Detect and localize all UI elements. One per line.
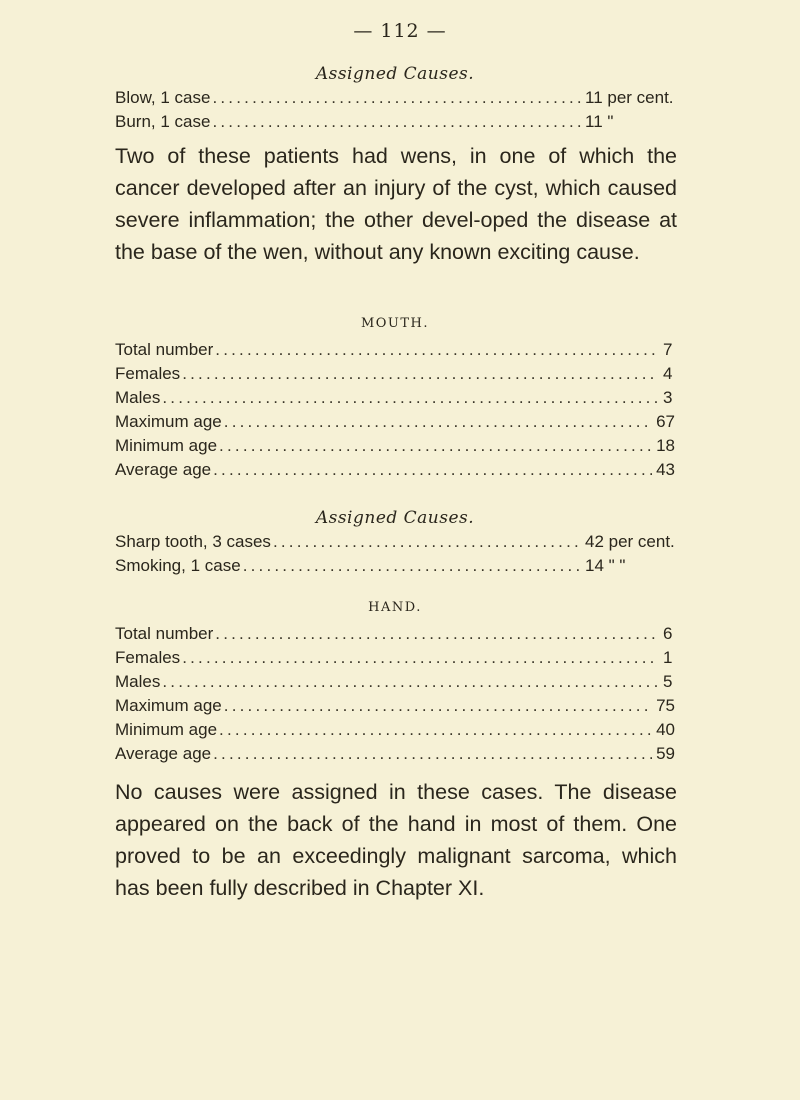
- mouth-row-males: [115, 388, 675, 412]
- mouth-row-females: [115, 364, 675, 388]
- dot-leader: [182, 648, 659, 668]
- dot-leader: [212, 88, 581, 108]
- dot-leader: [213, 460, 652, 480]
- dot-leader: [182, 364, 659, 384]
- cause-value: 11 per cent.: [585, 88, 674, 107]
- mouth-row-total: [115, 340, 675, 364]
- stat-label: Total number: [115, 340, 214, 359]
- mouth-heading: MOUTH.: [360, 316, 430, 331]
- stat-label: Minimum age: [115, 436, 218, 455]
- mouth-row-minimum-age: [115, 436, 675, 460]
- stat-value: 18: [656, 436, 675, 455]
- dot-leader: [215, 624, 659, 644]
- hand-row-maximum-age: [115, 696, 675, 720]
- cause-value: 14 " ": [585, 556, 626, 575]
- stat-label: Males: [115, 672, 161, 691]
- stat-label: Total number: [115, 624, 214, 643]
- stat-label: Females: [115, 364, 181, 383]
- dot-leader: [224, 412, 652, 432]
- stat-value: 5: [663, 672, 673, 691]
- page-number: — 112 —: [353, 20, 447, 42]
- cause-value: 42 per cent.: [585, 532, 675, 551]
- paragraph-wens: Two of these patients had wens, in one of which the cancer developed after an injury of the cyst, which caused severe inflammation; the other devel-oped the disease at the base of the wen, without any known exciting cause.: [115, 144, 677, 264]
- dot-leader: [213, 744, 652, 764]
- mouth-row-average-age: [115, 460, 675, 484]
- cause-label: Burn, 1 case: [115, 112, 211, 131]
- dot-leader: [162, 388, 659, 408]
- dot-leader: [243, 556, 581, 576]
- hand-row-males: [115, 672, 675, 696]
- hand-row-females: [115, 648, 675, 672]
- dot-leader: [219, 720, 652, 740]
- stat-value: 67: [656, 412, 675, 431]
- cause-label: Sharp tooth, 3 cases: [115, 532, 271, 551]
- stat-value: 6: [663, 624, 673, 643]
- stat-label: Minimum age: [115, 720, 218, 739]
- cause-label: Smoking, 1 case: [115, 556, 241, 575]
- cause-value: 11 ": [585, 112, 614, 131]
- stat-label: Average age: [115, 460, 212, 479]
- dot-leader: [219, 436, 652, 456]
- stat-value: 40: [656, 720, 675, 739]
- cause-row-smoking: [115, 556, 675, 580]
- stat-label: Average age: [115, 744, 212, 763]
- stat-value: 1: [663, 648, 673, 667]
- stat-value: 75: [656, 696, 675, 715]
- hand-row-total: [115, 624, 675, 648]
- cause-label: Blow, 1 case: [115, 88, 211, 107]
- stat-label: Females: [115, 648, 181, 667]
- stat-value: 7: [663, 340, 673, 359]
- paragraph-hand-cases: No causes were assigned in these cases. The disease appeared on the back of the hand in most of them. One proved to be an exceedingly malignant sarcoma, which has been fully described in Chapter XI.: [115, 780, 677, 900]
- hand-row-average-age: [115, 744, 675, 768]
- hand-heading: HAND.: [368, 600, 422, 615]
- stat-label: Maximum age: [115, 696, 222, 715]
- mouth-row-maximum-age: [115, 412, 675, 436]
- stat-value: 59: [656, 744, 675, 763]
- stat-value: 43: [656, 460, 675, 479]
- stat-label: Maximum age: [115, 412, 222, 431]
- hand-row-minimum-age: [115, 720, 675, 744]
- cause-row-blow: [115, 88, 675, 112]
- stat-label: Males: [115, 388, 161, 407]
- stat-value: 3: [663, 388, 673, 407]
- dot-leader: [215, 340, 659, 360]
- dot-leader: [162, 672, 659, 692]
- stat-value: 4: [663, 364, 673, 383]
- assigned-causes-heading-1: Assigned Causes.: [315, 64, 475, 84]
- dot-leader: [273, 532, 581, 552]
- cause-row-burn: [115, 112, 675, 136]
- dot-leader: [224, 696, 652, 716]
- cause-row-sharp-tooth: [115, 532, 675, 556]
- assigned-causes-heading-2: Assigned Causes.: [315, 508, 475, 528]
- dot-leader: [212, 112, 581, 132]
